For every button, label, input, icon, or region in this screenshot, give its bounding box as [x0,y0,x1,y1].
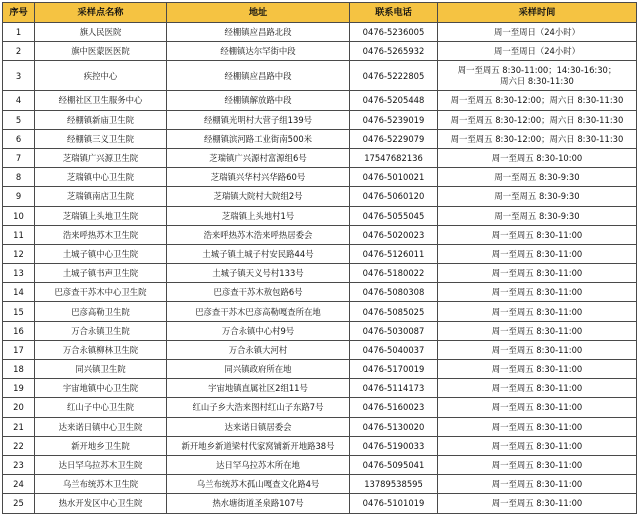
cell-no: 24 [3,475,35,494]
table-row [3,225,637,244]
cell-sampling-time [438,360,637,379]
table-row [3,61,637,91]
cell-site-name: 芝瑞镇上头地卫生院 [35,206,167,225]
cell-site-name: 巴彦高勒卫生院 [35,302,167,321]
cell-site-name: 同兴镇卫生院 [35,360,167,379]
cell-phone: 0476-5160023 [350,398,438,417]
cell-no: 4 [3,91,35,110]
cell-phone: 0476-5180022 [350,264,438,283]
cell-site-name: 宇宙地镇中心卫生院 [35,379,167,398]
sampling-time-line: 周六日 8:30-11:30 [500,75,574,86]
cell-address: 热水塘街道圣泉路107号 [167,494,350,513]
cell-address: 经棚镇解放路中段 [167,91,350,110]
cell-no: 22 [3,436,35,455]
sampling-time-line: 周一至周五 8:30-11:00 [491,248,583,259]
sampling-time-line: 周一至周五 8:30-12:00；周六日 8:30-11:30 [450,95,624,106]
sampling-time-line: 周一至周日（24小时） [493,27,581,38]
cell-phone: 17547682136 [350,148,438,167]
sampling-time-line: 周一至周五 8:30-12:00；周六日 8:30-11:30 [450,133,624,144]
cell-address: 万合永镇大河村 [167,340,350,359]
cell-site-name: 芝瑞镇南店卫生院 [35,187,167,206]
sampling-time-line: 周一至周五 8:30-9:30 [494,210,580,221]
cell-no: 14 [3,283,35,302]
cell-site-name: 经棚镇三义卫生院 [35,129,167,148]
header-phone: 联系电话 [350,3,438,23]
cell-site-name: 巴彦查干苏木中心卫生院 [35,283,167,302]
cell-no: 12 [3,244,35,263]
sampling-time-line: 周一至周五 8:30-11:00 [491,268,583,279]
table-row [3,475,637,494]
cell-address: 宇宙地镇直属社区2组11号 [167,379,350,398]
sampling-time-line: 周一至周五 8:30-11:00 [491,479,583,490]
cell-sampling-time [438,225,637,244]
cell-site-name: 浩来呼热苏木卫生院 [35,225,167,244]
cell-no: 19 [3,379,35,398]
cell-no: 11 [3,225,35,244]
table-row [3,168,637,187]
cell-no: 6 [3,129,35,148]
sampling-time-line: 周一至周日（24小时） [493,46,581,57]
table-row [3,494,637,513]
cell-site-name: 达来诺日镇中心卫生院 [35,417,167,436]
cell-phone: 0476-5229079 [350,129,438,148]
table-row [3,283,637,302]
table-row [3,110,637,129]
header-site-name: 采样点名称 [35,3,167,23]
cell-site-name: 疾控中心 [35,61,167,91]
table-row [3,398,637,417]
cell-phone: 0476-5030087 [350,321,438,340]
cell-address: 土城子镇天义号村133号 [167,264,350,283]
cell-site-name: 经棚社区卫生服务中心 [35,91,167,110]
sampling-time-line: 周一至周五 8:30-11:00 [491,421,583,432]
cell-no: 10 [3,206,35,225]
cell-sampling-time [438,42,637,61]
cell-site-name: 芝瑞镇广兴源卫生院 [35,148,167,167]
cell-address: 经棚镇达尔罕街中段 [167,42,350,61]
cell-phone: 0476-5222805 [350,61,438,91]
table-row [3,417,637,436]
table-row [3,340,637,359]
cell-sampling-time [438,129,637,148]
table-row [3,244,637,263]
cell-no: 17 [3,340,35,359]
cell-address: 浩来呼热苏木浩来呼热居委会 [167,225,350,244]
cell-phone: 0476-5236005 [350,23,438,42]
cell-sampling-time [438,436,637,455]
cell-address: 芝瑞镇大院村大院组2号 [167,187,350,206]
table-row [3,436,637,455]
cell-sampling-time [438,379,637,398]
cell-no: 16 [3,321,35,340]
cell-sampling-time [438,283,637,302]
cell-no: 20 [3,398,35,417]
sampling-time-line: 周一至周五 8:30-9:30 [494,172,580,183]
table-row [3,148,637,167]
cell-site-name: 热水开发区中心卫生院 [35,494,167,513]
sampling-time-line: 周一至周五 8:30-11:00 [491,460,583,471]
cell-sampling-time [438,398,637,417]
cell-address: 经棚镇应昌路北段 [167,23,350,42]
cell-sampling-time [438,187,637,206]
sampling-sites-table [2,2,637,514]
cell-sampling-time [438,168,637,187]
cell-sampling-time [438,455,637,474]
sampling-time-line: 周一至周五 8:30-11:00 [491,306,583,317]
cell-address: 乌兰布统苏木孤山嘎查文化路4号 [167,475,350,494]
sampling-time-line: 周一至周五 8:30-11:00 [491,402,583,413]
cell-sampling-time [438,340,637,359]
cell-no: 9 [3,187,35,206]
cell-address: 经棚镇滨河路工业街南500米 [167,129,350,148]
cell-site-name: 旗人民医院 [35,23,167,42]
cell-phone: 0476-5095041 [350,455,438,474]
table-row [3,321,637,340]
cell-site-name: 土城子镇书声卫生院 [35,264,167,283]
sampling-time-line: 周一至周五 8:30-11:00 [491,229,583,240]
cell-site-name: 经棚镇新庙卫生院 [35,110,167,129]
cell-address: 土城子镇土城子村安民路44号 [167,244,350,263]
cell-sampling-time [438,206,637,225]
cell-sampling-time [438,417,637,436]
table-row [3,23,637,42]
table-row [3,187,637,206]
cell-phone: 0476-5130020 [350,417,438,436]
cell-no: 5 [3,110,35,129]
cell-sampling-time [438,302,637,321]
cell-sampling-time [438,148,637,167]
cell-phone: 0476-5101019 [350,494,438,513]
cell-address: 万合永镇中心村9号 [167,321,350,340]
header-no: 序号 [3,3,35,23]
cell-no: 3 [3,61,35,91]
sampling-time-line: 周一至周五 8:30-11:00 [491,325,583,336]
cell-address: 达日罕乌拉苏木所在地 [167,455,350,474]
cell-no: 25 [3,494,35,513]
cell-address: 巴彦查干苏木敖包路6号 [167,283,350,302]
cell-no: 18 [3,360,35,379]
table-row [3,129,637,148]
cell-no: 8 [3,168,35,187]
cell-sampling-time [438,321,637,340]
cell-site-name: 万合永镇柳林卫生院 [35,340,167,359]
sampling-time-line: 周一至周五 8:30-11:00 [491,383,583,394]
cell-site-name: 土城子镇中心卫生院 [35,244,167,263]
table-row [3,91,637,110]
cell-phone: 0476-5060120 [350,187,438,206]
header-address: 地址 [167,3,350,23]
table-row [3,360,637,379]
cell-no: 7 [3,148,35,167]
cell-phone: 0476-5190033 [350,436,438,455]
table-row [3,264,637,283]
cell-sampling-time [438,244,637,263]
cell-phone: 0476-5205448 [350,91,438,110]
cell-sampling-time [438,61,637,91]
cell-address: 经棚镇应昌路中段 [167,61,350,91]
cell-address: 芝瑞镇兴华村兴华路60号 [167,168,350,187]
cell-address: 新开地乡新道梁村代家窝铺新开地路38号 [167,436,350,455]
header-sampling-time: 采样时间 [438,3,637,23]
table-row [3,379,637,398]
cell-site-name: 乌兰布统苏木卫生院 [35,475,167,494]
sampling-time-line: 周一至周五 8:30-9:30 [494,191,580,202]
cell-phone: 0476-5265932 [350,42,438,61]
cell-phone: 0476-5114173 [350,379,438,398]
cell-site-name: 旗中医蒙医医院 [35,42,167,61]
cell-sampling-time [438,91,637,110]
table-body [3,23,637,514]
cell-phone: 0476-5010021 [350,168,438,187]
cell-address: 芝瑞镇上头地村1号 [167,206,350,225]
sampling-time-line: 周一至周五 8:30-11:00 [491,440,583,451]
cell-no: 13 [3,264,35,283]
cell-sampling-time [438,494,637,513]
cell-phone: 0476-5085025 [350,302,438,321]
cell-phone: 0476-5170019 [350,360,438,379]
cell-phone: 0476-5126011 [350,244,438,263]
cell-sampling-time [438,264,637,283]
cell-site-name: 红山子中心卫生院 [35,398,167,417]
sampling-time-line: 周一至周五 8:30-11:00 [491,364,583,375]
cell-phone: 13789538595 [350,475,438,494]
sampling-time-line: 周一至周五 8:30-12:00；周六日 8:30-11:30 [450,114,624,125]
sampling-time-line: 周一至周五 8:30-11:00 [491,287,583,298]
table-row [3,302,637,321]
cell-address: 达来诺日镇居委会 [167,417,350,436]
sampling-time-line: 周一至周五 8:30-11:00 [491,498,583,509]
cell-address: 同兴镇政府所在地 [167,360,350,379]
cell-site-name: 万合永镇卫生院 [35,321,167,340]
cell-phone: 0476-5080308 [350,283,438,302]
cell-phone: 0476-5239019 [350,110,438,129]
table-row [3,206,637,225]
cell-no: 21 [3,417,35,436]
cell-phone: 0476-5020023 [350,225,438,244]
cell-sampling-time [438,23,637,42]
sampling-time-line: 周一至周五 8:30-11:00；14:30-16:30； [457,64,617,75]
table-row [3,455,637,474]
table-header-row [3,3,637,23]
cell-no: 23 [3,455,35,474]
cell-phone: 0476-5055045 [350,206,438,225]
cell-no: 15 [3,302,35,321]
cell-address: 巴彦查干苏木巴彦高勒嘎查所在地 [167,302,350,321]
cell-address: 红山子乡大浩来图村红山子东路7号 [167,398,350,417]
cell-no: 2 [3,42,35,61]
cell-sampling-time [438,475,637,494]
cell-site-name: 芝瑞镇中心卫生院 [35,168,167,187]
sampling-time-line: 周一至周五 8:30-11:00 [491,344,583,355]
cell-address: 经棚镇光明村大营子组139号 [167,110,350,129]
cell-sampling-time [438,110,637,129]
cell-phone: 0476-5040037 [350,340,438,359]
cell-no: 1 [3,23,35,42]
cell-site-name: 达日罕乌拉苏木卫生院 [35,455,167,474]
cell-address: 芝瑞镇广兴源村富源组6号 [167,148,350,167]
cell-site-name: 新开地乡卫生院 [35,436,167,455]
table-row [3,42,637,61]
sampling-time-line: 周一至周五 8:30-10:00 [491,153,583,164]
